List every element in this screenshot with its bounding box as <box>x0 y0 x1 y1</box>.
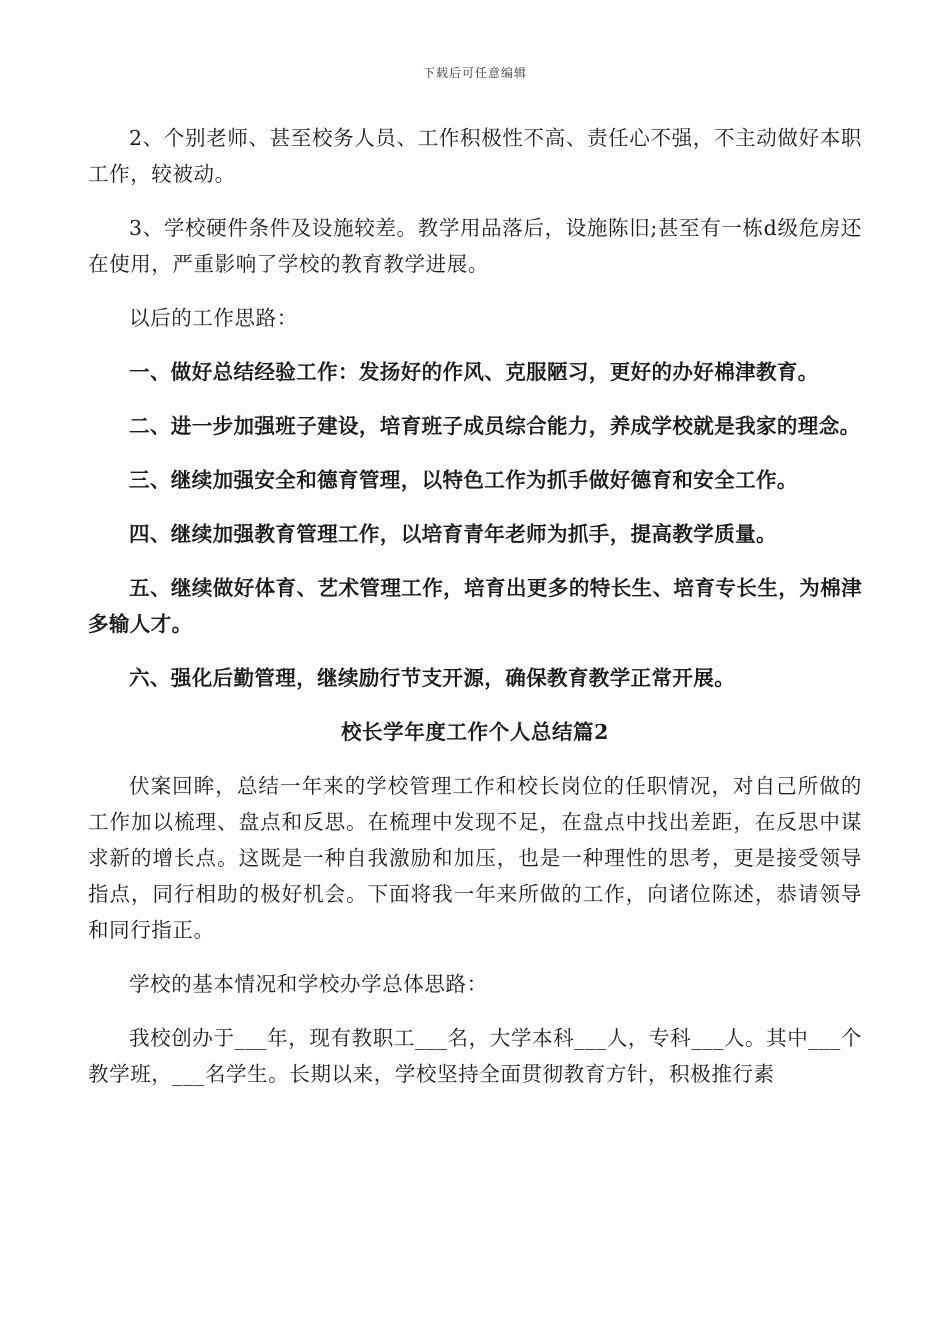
paragraph-plan-3: 三、继续加强安全和德育管理，以特色工作为抓手做好德育和安全工作。 <box>129 468 798 492</box>
paragraph-plan-1: 一、做好总结经验工作：发扬好的作风、克服陋习，更好的办好棉津教育。 <box>129 360 819 384</box>
paragraph-gap <box>88 336 862 354</box>
paragraph-gap <box>88 390 862 408</box>
paragraph-plan-5: 五、继续做好体育、艺术管理工作，培育出更多的特长生、培育专长生，为棉津多输人才。 <box>88 576 862 636</box>
paragraph-gap <box>88 750 862 768</box>
paragraph-shortcoming-2: 2、个别老师、甚至校务人员、工作积极性不高、责任心不强，不主动做好本职工作，较被动。 <box>88 126 862 186</box>
paragraph-intro: 伏案回眸，总结一年来的学校管理工作和校长岗位的任职情况，对自己所做的工作加以梳理、盘点和反思。在梳理中发现不足，在盘点中找出差距，在反思中谋求新的增长点。这既是一种自我激励和加压，也是一种理性的思考，更是接受领导指点，同行相助的极好机会。下面将我一年来所做的工作，向诸位陈述，恭请领导和同行指正。 <box>88 774 862 942</box>
paragraph-school-info: 我校创办于___年，现有教职工___名，大学本科___人，专科___人。其中___个教学班，___名学生。长期以来，学校坚持全面贯彻教育方针，积极推行素 <box>88 1026 862 1086</box>
paragraph-gap <box>88 948 862 966</box>
header-note: 下载后可任意编辑 <box>422 66 527 80</box>
paragraph-gap <box>88 498 862 516</box>
paragraph-gap <box>88 642 862 660</box>
paragraph-gap <box>88 1002 862 1020</box>
paragraph-future-ideas-heading: 以后的工作思路： <box>129 306 298 330</box>
paragraph-plan-4: 四、继续加强教育管理工作，以培育青年老师为抓手，提高教学质量。 <box>129 522 777 546</box>
paragraph-shortcoming-3: 3、学校硬件条件及设施较差。教学用品落后，设施陈旧;甚至有一栋d级危房还在使用，严重影响了学校的教育教学进展。 <box>88 216 862 276</box>
paragraph-gap <box>88 192 862 210</box>
paragraph-gap <box>88 282 862 300</box>
paragraph-basic-situation-heading: 学校的基本情况和学校办学总体思路： <box>129 972 488 996</box>
paragraph-gap <box>88 696 862 714</box>
paragraph-plan-2: 二、进一步加强班子建设，培育班子成员综合能力，养成学校就是我家的理念。 <box>129 414 861 438</box>
paragraph-gap <box>88 552 862 570</box>
section-title: 校长学年度工作个人总结篇2 <box>340 720 610 744</box>
paragraph-plan-6: 六、强化后勤管理，继续励行节支开源，确保教育教学正常开展。 <box>129 666 736 690</box>
document-body <box>88 120 862 1092</box>
paragraph-gap <box>88 444 862 462</box>
